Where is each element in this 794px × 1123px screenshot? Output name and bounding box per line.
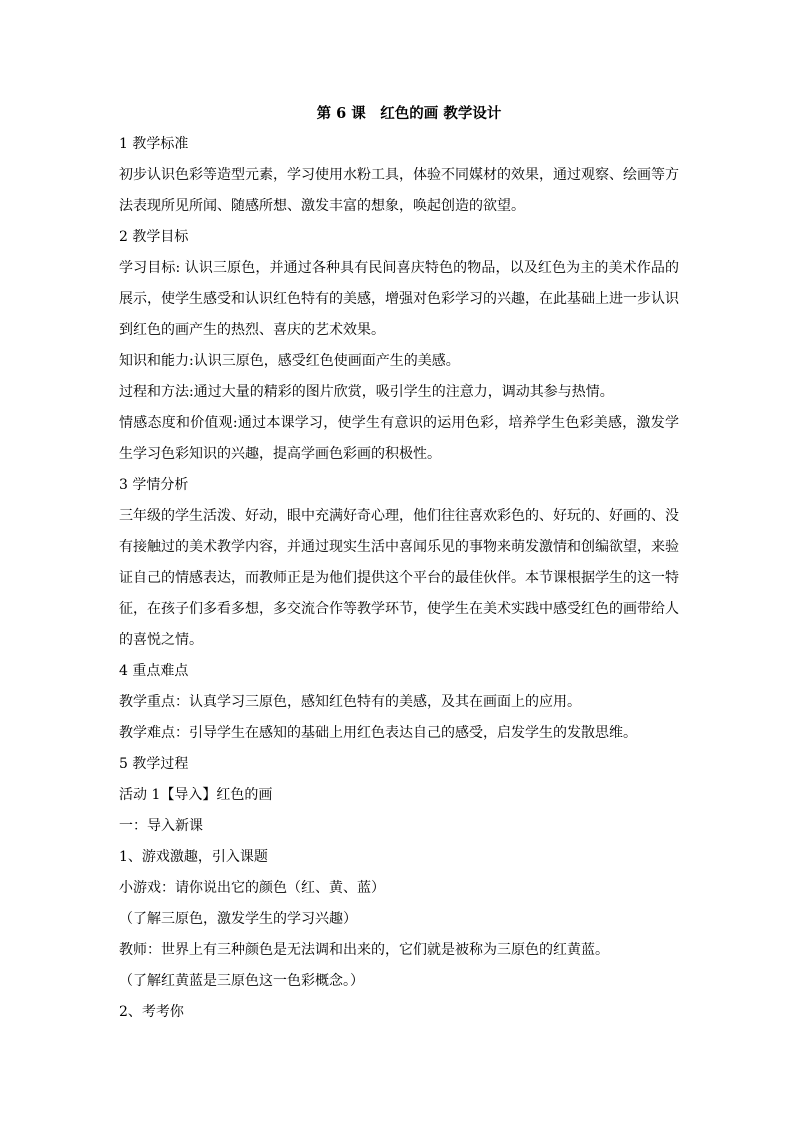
- paragraph-line: 情感态度和价值观:通过本课学习，使学生有意识的运用色彩，培养学生色彩美感，激发学: [119, 415, 679, 431]
- paragraph-line: 法表现所见所闻、随感所想、激发丰富的想象，唤起创造的欲望。: [119, 198, 525, 214]
- section-heading-process: 5 教学过程: [119, 756, 189, 772]
- paragraph-line: （了解红黄蓝是三原色这一色彩概念。）: [119, 973, 364, 989]
- paragraph-line: 小游戏：请你说出它的颜色（红、黄、蓝）: [119, 880, 385, 896]
- section-heading-standard: 1 教学标准: [119, 136, 189, 152]
- paragraph-line: 生学习色彩知识的兴趣，提高学画色彩画的积极性。: [119, 446, 441, 462]
- paragraph-line: 一：导入新课: [119, 818, 203, 834]
- paragraph-line: 知识和能力:认识三原色，感受红色使画面产生的美感。: [119, 353, 460, 369]
- section-heading-goals: 2 教学目标: [119, 229, 189, 245]
- paragraph-line: 1、游戏激趣，引入课题: [119, 849, 268, 865]
- paragraph-line: 的喜悦之情。: [119, 632, 203, 648]
- document-title: 第 6 课 红色的画 教学设计: [316, 105, 502, 122]
- paragraph-line: 过程和方法:通过大量的精彩的图片欣赏，吸引学生的注意力，调动其参与热情。: [119, 384, 614, 400]
- paragraph-line: 教学难点：引导学生在感知的基础上用红色表达自己的感受，启发学生的发散思维。: [119, 725, 637, 741]
- section-heading-key-points: 4 重点难点: [119, 663, 189, 679]
- paragraph-line: 2、考考你: [119, 1004, 184, 1020]
- paragraph-line: 征，在孩子们多看多想，多交流合作等教学环节，使学生在美术实践中感受红色的画带给人: [119, 601, 679, 617]
- paragraph-line: 学习目标: 认识三原色，并通过各种具有民间喜庆特色的物品，以及红色为主的美术作品的: [119, 260, 679, 276]
- document-page: [119, 103, 679, 1028]
- paragraph-line: 到红色的画产生的热烈、喜庆的艺术效果。: [119, 322, 385, 338]
- paragraph-line: 初步认识色彩等造型元素，学习使用水粉工具，体验不同媒材的效果，通过观察、绘画等方: [119, 167, 679, 183]
- paragraph-line: 教师：世界上有三种颜色是无法调和出来的，它们就是被称为三原色的红黄蓝。: [119, 942, 609, 958]
- paragraph-line: 展示，使学生感受和认识红色特有的美感，增强对色彩学习的兴趣，在此基础上进一步认识: [119, 291, 679, 307]
- activity-heading: 活动 1【导入】红色的画: [119, 787, 273, 803]
- paragraph-line: 有接触过的美术教学内容，并通过现实生活中喜闻乐见的事物来萌发激情和创编欲望，来验: [119, 539, 679, 555]
- paragraph-line: 三年级的学生活泼、好动，眼中充满好奇心理，他们往往喜欢彩色的、好玩的、好画的、没: [119, 508, 679, 524]
- section-heading-analysis: 3 学情分析: [119, 477, 189, 493]
- paragraph-line: 教学重点：认真学习三原色，感知红色特有的美感，及其在画面上的应用。: [119, 694, 581, 710]
- paragraph-line: 证自己的情感表达，而教师正是为他们提供这个平台的最佳伙伴。本节课根据学生的这一特: [119, 570, 679, 586]
- paragraph-line: （了解三原色，激发学生的学习兴趣）: [119, 911, 357, 927]
